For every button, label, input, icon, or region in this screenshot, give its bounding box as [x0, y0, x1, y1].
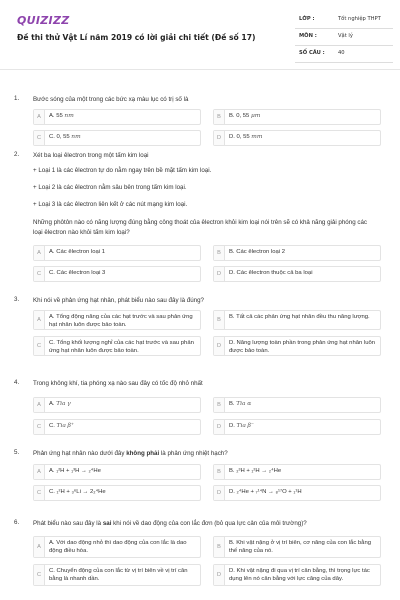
option-text: Tia [236, 401, 246, 407]
option-a[interactable] [33, 310, 201, 330]
option-b[interactable] [213, 397, 381, 413]
option-d[interactable] [213, 336, 381, 356]
option-a[interactable] [33, 109, 201, 125]
option-text: ₁²H + ₃⁶Li → 2₂⁴He [56, 489, 106, 495]
option-unit: μm [250, 113, 261, 119]
worksheet-title: Đề thi thử Vật Lí năm 2019 có lời giải chi tiết (Đề số 17) [17, 33, 256, 42]
option-label: A. [49, 249, 55, 255]
option-text: Tổng khối lượng nghỉ của các hạt trước và sau phản ứng hạt nhân luôn được bảo toàn. [49, 340, 194, 354]
option-letter: D [214, 267, 225, 281]
option-letter: B [214, 110, 225, 124]
quizizz-logo: QUIZIZZ [17, 14, 70, 27]
question-number: 4. [14, 379, 20, 386]
option-a[interactable] [33, 536, 201, 558]
option-c[interactable] [33, 336, 201, 356]
question-text: Trong không khí, tia phóng xạ nào sau đây có tốc độ nhỏ nhất [33, 380, 203, 387]
question-number: 1. [14, 95, 20, 102]
option-text: Các êlectron thuộc cả ba loại [236, 270, 313, 276]
option-letter: C [34, 337, 45, 355]
option-label: A. [49, 468, 55, 474]
option-letter: D [214, 337, 225, 355]
option-letter: A [34, 110, 45, 124]
question-paragraph: + Loại 1 là các êlectron tự do nằm ngay trên bề mặt tấm kim loại. [33, 167, 212, 174]
meta-value: 40 [338, 50, 345, 56]
option-text: Khi vật nặng đi qua vị trí cân bằng, thì trọng lực tác dụng lên nó cân bằng với lực căng của dây. [229, 568, 370, 582]
option-letter: B [214, 537, 225, 557]
option-c[interactable] [33, 564, 201, 586]
option-text: 0, 55 [236, 134, 250, 140]
option-letter: C [34, 267, 45, 281]
option-letter: A [34, 311, 45, 329]
option-label: C. [49, 489, 55, 495]
option-letter: D [214, 486, 225, 500]
option-symbol: γ [67, 401, 71, 407]
option-letter: A [34, 465, 45, 479]
option-b[interactable] [213, 109, 381, 125]
option-letter: A [34, 246, 45, 260]
question-paragraph: + Loại 3 là các êlectron liên kết ở các nút mạng kim loại. [33, 201, 188, 208]
meta-value: Vật lý [338, 33, 353, 39]
option-text: Tia [56, 423, 66, 429]
option-letter: D [214, 420, 225, 434]
question-text [33, 519, 373, 529]
option-unit: nm [64, 113, 74, 119]
option-b[interactable] [213, 464, 381, 480]
option-text: Tất cả các phản ứng hạt nhân đều thu năng lượng. [236, 314, 370, 320]
option-text: 0, 55 [236, 113, 250, 119]
header-divider [0, 69, 400, 70]
option-letter: C [34, 131, 45, 145]
option-d[interactable] [213, 564, 381, 586]
question-text-part: là phản ứng nhiệt hạch? [159, 450, 228, 457]
option-label: C. [49, 340, 55, 346]
question-paragraph: + Loại 2 là các êlectron nằm sâu bên trong tấm kim loại. [33, 184, 187, 191]
option-label: D. [229, 489, 235, 495]
option-text: Năng lượng toàn phần trong phản ứng hạt nhân luôn được bảo toàn. [229, 340, 376, 354]
option-text: Tia [56, 401, 66, 407]
option-d[interactable] [213, 266, 381, 282]
option-symbol: α [247, 401, 252, 407]
option-d[interactable] [213, 130, 381, 146]
option-c[interactable] [33, 130, 201, 146]
option-text: 0, 55 [56, 134, 70, 140]
option-text: Tổng động năng của các hạt trước và sau phản ứng hạt nhân luôn được bảo toàn. [49, 314, 193, 328]
question-number: 3. [14, 296, 20, 303]
meta-value: Tốt nghiệp THPT [338, 16, 381, 22]
question-text: Bước sóng của một trong các bức xạ màu lục có trị số là [33, 96, 189, 103]
option-label: C. [49, 134, 55, 140]
option-letter: B [214, 246, 225, 260]
option-text: Các êlectron loại 2 [236, 249, 286, 255]
option-d[interactable] [213, 485, 381, 501]
option-a[interactable] [33, 464, 201, 480]
option-text: ₁²H + ₁³H → ₂⁴He [56, 468, 101, 474]
option-text: Với dao động nhỏ thì dao động của con lắc là dao động điều hòa. [49, 540, 187, 554]
option-label: A. [49, 314, 55, 320]
option-label: D. [229, 568, 235, 574]
option-label: D. [229, 270, 235, 276]
option-b[interactable] [213, 245, 381, 261]
question-number: 2. [14, 151, 20, 158]
meta-label: MÔN : [299, 33, 317, 39]
option-text: ₂³H + ₁²H → ₂⁴He [236, 468, 282, 474]
question-text: Khi nói về phản ứng hạt nhân, phát biểu nào sau đây là đúng? [33, 297, 204, 304]
option-label: A. [49, 401, 55, 407]
option-letter: C [34, 486, 45, 500]
option-label: C. [49, 270, 55, 276]
meta-row-subject [295, 29, 393, 46]
option-text: Chuyển động của con lắc từ vị trí biên về vị trí cân bằng là nhanh dần. [49, 568, 188, 582]
option-text: Các êlectron loại 1 [56, 249, 106, 255]
option-text: 55 [56, 113, 63, 119]
question-paragraph: Những phôtôn nào có năng lượng đúng bằng công thoát của êlectron khỏi kim loại nói trên sẽ có khả năng giải phóng các loại êlectron nào khỏi tấm kim loại? [33, 219, 367, 236]
question-text-emphasis: sai [102, 520, 112, 527]
question-text-part: Phản ứng hạt nhân nào dưới đây [33, 450, 127, 457]
meta-label: SỐ CÂU : [299, 50, 325, 56]
option-letter: B [214, 465, 225, 479]
option-label: A. [49, 540, 55, 546]
meta-row-count [295, 46, 393, 63]
option-label: B. [229, 113, 235, 119]
meta-label: LỚP : [299, 16, 315, 22]
option-letter: C [34, 565, 45, 585]
option-letter: D [214, 565, 225, 585]
option-letter: D [214, 131, 225, 145]
option-label: B. [229, 468, 235, 474]
option-unit: nm [71, 134, 81, 140]
meta-row-grade [295, 12, 393, 29]
option-d[interactable] [213, 419, 381, 435]
question-text-part: khi nói về dao động của con lắc đơn (bỏ qua lực cản của môi trường)? [111, 520, 307, 527]
option-text: Tia [236, 423, 246, 429]
option-c[interactable] [33, 485, 201, 501]
option-label: D. [229, 423, 235, 429]
question-text: Xét ba loại êlectron trong một tấm kim loại [33, 152, 149, 159]
option-c[interactable] [33, 266, 201, 282]
worksheet-meta [295, 12, 393, 63]
option-a[interactable] [33, 245, 201, 261]
option-label: B. [229, 314, 235, 320]
option-letter: B [214, 311, 225, 329]
option-label: C. [49, 568, 55, 574]
option-c[interactable] [33, 419, 201, 435]
option-text: Các êlectron loại 3 [56, 270, 106, 276]
option-b[interactable] [213, 536, 381, 558]
option-text: ₂⁴He + ₇¹⁴N → ₈¹⁷O + ₁¹H [236, 489, 302, 495]
option-label: B. [229, 249, 235, 255]
option-letter: A [34, 398, 45, 412]
question-text-emphasis: không phải [126, 450, 160, 457]
option-label: C. [49, 423, 55, 429]
option-label: D. [229, 134, 235, 140]
option-letter: C [34, 420, 45, 434]
option-unit: mm [251, 134, 263, 140]
worksheet-header [0, 0, 400, 68]
option-label: B. [229, 540, 235, 546]
option-symbol: β⁻ [247, 423, 255, 429]
question-number: 6. [14, 519, 20, 526]
option-label: A. [49, 113, 55, 119]
question-text-part: Phát biểu nào sau đây là [33, 520, 103, 527]
option-letter: A [34, 537, 45, 557]
question-text [33, 449, 373, 459]
option-symbol: β⁺ [67, 423, 75, 429]
option-b[interactable] [213, 310, 381, 330]
option-label: B. [229, 401, 235, 407]
option-label: D. [229, 340, 235, 346]
option-letter: B [214, 398, 225, 412]
option-text: Khi vật nặng ở vị trí biên, cơ năng của con lắc bằng thế năng của nó. [229, 540, 372, 554]
option-a[interactable] [33, 397, 201, 413]
question-number: 5. [14, 449, 20, 456]
